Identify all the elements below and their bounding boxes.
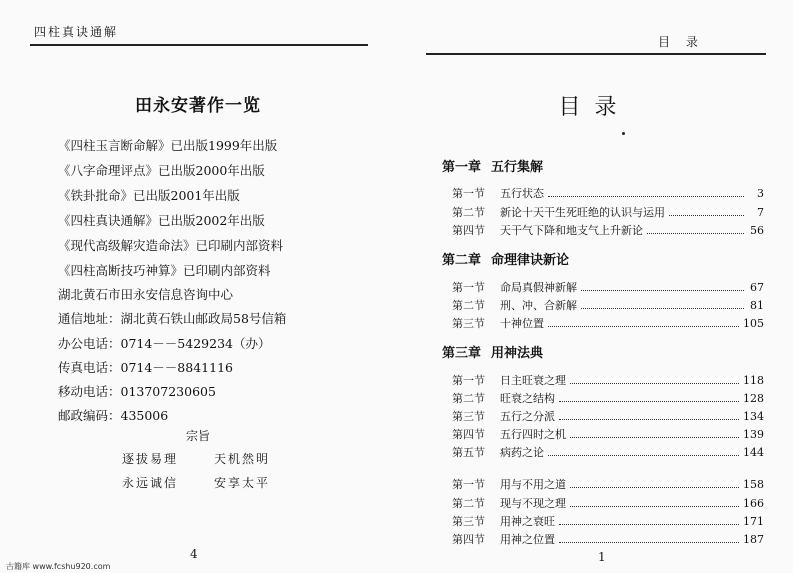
dot-leader	[548, 455, 739, 456]
page-ref: 139	[743, 427, 764, 441]
left-page	[0, 0, 396, 573]
toc-entry	[452, 408, 764, 424]
dot-leader	[581, 308, 744, 309]
book-line: 《四柱玉言断命解》已出版1999年出版	[58, 138, 278, 153]
page-ref: 67	[750, 280, 764, 294]
chapter-heading	[442, 342, 543, 361]
dot-leader	[559, 524, 739, 525]
page-ref: 166	[743, 496, 764, 510]
dot-leader	[570, 487, 739, 488]
page-title: 田永安著作一览	[135, 96, 261, 116]
section-number: 第四节	[452, 224, 485, 237]
watermark-footer: 古籍库 www.fcshu920.com	[6, 562, 111, 571]
dot-leader	[548, 196, 744, 197]
dot-leader	[570, 437, 739, 438]
section-title: 五行四时之机	[500, 428, 566, 441]
dot-leader	[559, 401, 739, 402]
section-number: 第二节	[452, 497, 485, 510]
chapter-number: 第三章	[442, 346, 482, 361]
section-title: 命局真假神新解	[500, 281, 577, 294]
dot-leader	[559, 542, 739, 543]
toc-entry	[452, 315, 764, 331]
chapter-title: 命理律诀新论	[491, 253, 570, 268]
toc-entry	[452, 444, 764, 460]
dot-leader	[581, 290, 744, 291]
chapter-number: 第二章	[442, 253, 482, 268]
page-ref: 118	[743, 373, 764, 387]
page-ref: 128	[743, 391, 764, 405]
section-number: 第一节	[452, 478, 485, 491]
section-title: 用神之位置	[500, 533, 555, 546]
motto-phrase: 天机然明	[214, 452, 271, 466]
toc-title: 目录	[558, 95, 631, 120]
page-ref: 134	[743, 409, 764, 423]
running-header: 四柱真诀通解	[34, 25, 119, 39]
chapter-title: 用神法典	[491, 346, 544, 361]
dot-leader	[559, 419, 739, 420]
motto-phrase: 逐拔易理	[122, 452, 179, 466]
page-ref: 3	[757, 186, 764, 200]
dot-leader	[570, 506, 739, 507]
toc-entry	[452, 513, 764, 529]
section-title: 病药之论	[500, 446, 544, 459]
dot-mark	[622, 132, 625, 135]
contact-line: 传真电话：0714－－8841116	[58, 360, 233, 375]
toc-entry	[452, 222, 764, 238]
contact-line: 办公电话：0714－－5429234（办）	[58, 336, 271, 351]
contact-line: 湖北黄石市田永安信息咨询中心	[58, 287, 234, 302]
book-line: 《现代高级解灾造命法》已印刷内部资料	[58, 238, 284, 253]
page-ref: 171	[743, 514, 764, 528]
page-ref: 81	[750, 298, 764, 312]
header-rule	[30, 44, 368, 46]
section-number: 第三节	[452, 410, 485, 423]
book-line: 《铁卦批命》已出版2001年出版	[58, 188, 240, 203]
page-number: 1	[598, 550, 606, 564]
section-title: 十神位置	[500, 317, 544, 330]
running-header: 目 录	[658, 35, 704, 49]
toc-entry	[452, 372, 764, 388]
contact-line: 通信地址：湖北黄石铁山邮政局58号信箱	[58, 311, 287, 326]
section-number: 第二节	[452, 299, 485, 312]
motto-phrase: 安享太平	[214, 476, 271, 490]
section-number: 第四节	[452, 533, 485, 546]
dot-leader	[548, 326, 739, 327]
page-ref: 187	[743, 532, 764, 546]
motto-title: 宗旨	[185, 429, 210, 443]
section-number: 第五节	[452, 446, 485, 459]
toc-entry	[452, 390, 764, 406]
section-number: 第三节	[452, 515, 485, 528]
section-number: 第三节	[452, 317, 485, 330]
page-ref: 158	[743, 477, 764, 491]
book-line: 《四柱高断技巧神算》已印刷内部资料	[58, 263, 271, 278]
dot-leader	[669, 215, 744, 216]
section-number: 第二节	[452, 392, 485, 405]
dot-leader	[570, 383, 739, 384]
toc-entry	[452, 297, 764, 313]
chapter-number: 第一章	[442, 160, 482, 175]
section-title: 旺衰之结构	[500, 392, 555, 405]
book-line: 《四柱真诀通解》已出版2002年出版	[58, 213, 265, 228]
toc-entry	[452, 531, 764, 547]
contact-line: 移动电话：013707230605	[58, 384, 216, 399]
section-title: 刑、冲、合新解	[500, 299, 577, 312]
page-number: 4	[190, 547, 198, 561]
section-title: 天干气下降和地支气上升新论	[500, 224, 643, 237]
section-number: 第四节	[452, 428, 485, 441]
toc-entry	[452, 204, 764, 220]
toc-entry	[452, 476, 764, 492]
toc-entry	[452, 426, 764, 442]
section-title: 用与不用之道	[500, 478, 566, 491]
chapter-heading	[442, 249, 569, 268]
section-title: 日主旺衰之理	[500, 374, 566, 387]
right-page	[396, 0, 793, 573]
section-title: 现与不现之理	[500, 497, 566, 510]
page-ref: 144	[743, 445, 764, 459]
page-ref: 7	[757, 205, 764, 219]
toc-entry	[452, 495, 764, 511]
section-number: 第一节	[452, 187, 485, 200]
toc-entry	[452, 185, 764, 201]
section-title: 用神之衰旺	[500, 515, 555, 528]
toc-entry	[452, 279, 764, 295]
chapter-heading	[442, 156, 543, 175]
dot-leader	[647, 233, 744, 234]
page-ref: 105	[743, 316, 764, 330]
header-rule	[426, 53, 766, 55]
motto-phrase: 永远诚信	[122, 476, 179, 490]
page-ref: 56	[750, 223, 764, 237]
section-title: 新论十天干生死旺绝的认识与运用	[500, 206, 665, 219]
section-number: 第一节	[452, 374, 485, 387]
section-title: 五行之分派	[500, 410, 555, 423]
book-line: 《八字命理评点》已出版2000年出版	[58, 163, 265, 178]
section-number: 第二节	[452, 206, 485, 219]
section-title: 五行状态	[500, 187, 544, 200]
contact-line: 邮政编码：435006	[58, 408, 169, 423]
chapter-title: 五行集解	[491, 160, 544, 175]
section-number: 第一节	[452, 281, 485, 294]
